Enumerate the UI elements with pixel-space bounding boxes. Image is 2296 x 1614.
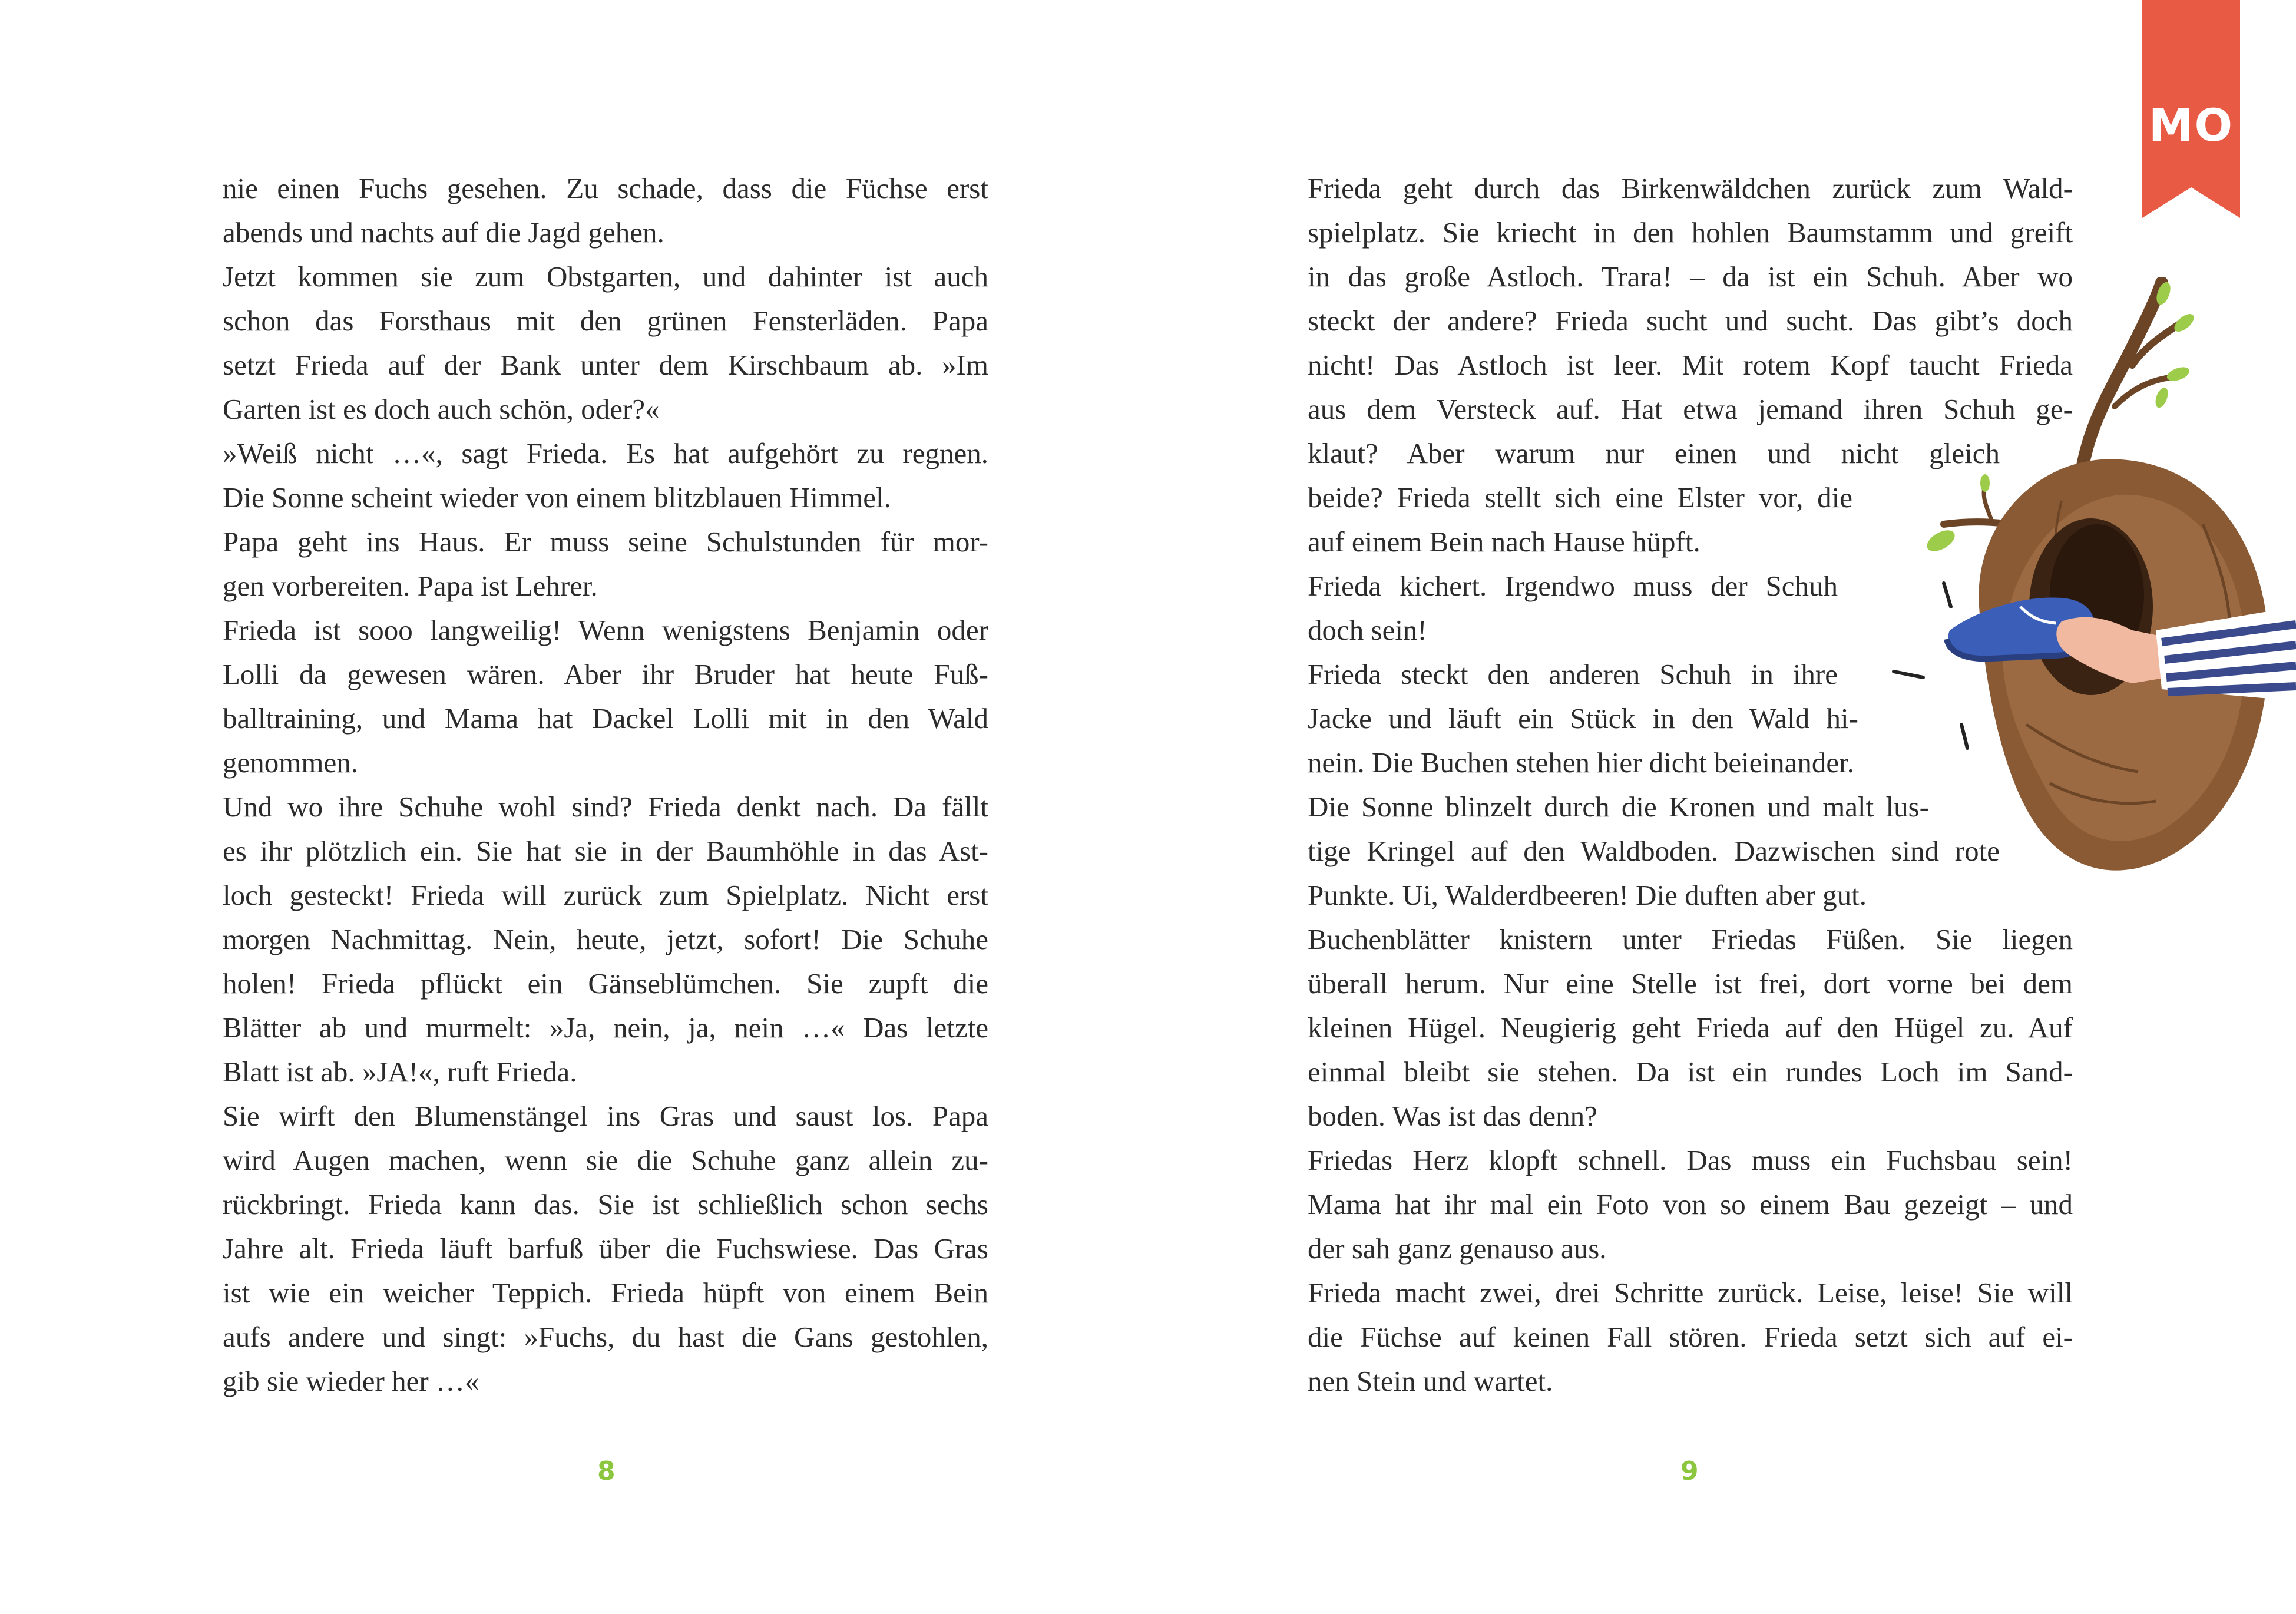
text-line: Buchenblätter knistern unter Friedas Füßen. Sie liegen: [1308, 923, 2073, 955]
text-line: Punkte. Ui, Walderdbeeren! Die duften aber gut.: [1308, 879, 1867, 911]
text-line: Blatt ist ab. »JA!«, ruft Frieda.: [223, 1056, 577, 1088]
text-line: es ihr plötzlich ein. Sie hat sie in der Baumhöhle in das Ast-: [223, 835, 988, 867]
text-line: gib sie wieder her …«: [223, 1365, 479, 1397]
text-line: Papa geht ins Haus. Er muss seine Schulstunden für mor-: [223, 525, 988, 558]
text-line: balltraining, und Mama hat Dackel Lolli mit in den Wald: [223, 702, 988, 735]
text-line: Lolli da gewesen wären. Aber ihr Bruder hat heute Fuß-: [223, 658, 988, 690]
text-line: in das große Astloch. Trara! – da ist ein Schuh. Aber wo: [1308, 260, 2073, 293]
text-line: beide? Frieda stellt sich eine Elster vor, die: [1308, 481, 1852, 514]
text-line: holen! Frieda pflückt ein Gänseblümchen. Sie zupft die: [223, 967, 988, 1000]
text-line: Mama hat ihr mal ein Foto von so einem Bau gezeigt – und: [1308, 1188, 2073, 1221]
text-line: loch gesteckt! Frieda will zurück zum Spielplatz. Nicht erst: [223, 879, 988, 911]
text-line: Jahre alt. Frieda läuft barfuß über die Fuchswiese. Das Gras: [223, 1232, 988, 1265]
text-line: Und wo ihre Schuhe wohl sind? Frieda denkt nach. Da fällt: [223, 791, 988, 823]
text-line: Jetzt kommen sie zum Obstgarten, und dahinter ist auch: [223, 260, 988, 293]
text-line: doch sein!: [1308, 614, 1427, 646]
text-line: Blätter ab und murmelt: »Ja, nein, ja, nein …« Das letzte: [223, 1011, 988, 1044]
text-line: Die Sonne scheint wieder von einem blitzblauen Himmel.: [223, 481, 891, 514]
text-line: setzt Frieda auf der Bank unter dem Kirschbaum ab. »Im: [223, 349, 988, 381]
text-line: Garten ist es doch auch schön, oder?«: [223, 393, 660, 425]
text-line: Die Sonne blinzelt durch die Kronen und malt lus-: [1308, 791, 1929, 823]
text-line: der sah ganz genauso aus.: [1308, 1232, 1607, 1265]
text-line: genommen.: [223, 746, 358, 779]
text-line: Frieda macht zwei, drei Schritte zurück. Leise, leise! Sie will: [1308, 1276, 2073, 1309]
text-line: einmal bleibt sie stehen. Da ist ein rundes Loch im Sand-: [1308, 1056, 2073, 1088]
text-line: morgen Nachmittag. Nein, heute, jetzt, sofort! Die Schuhe: [223, 923, 988, 955]
text-line: Frieda steckt den anderen Schuh in ihre: [1308, 658, 1838, 690]
text-line: die Füchse auf keinen Fall stören. Frieda setzt sich auf ei-: [1308, 1321, 2073, 1353]
page-number-left: 8: [597, 1456, 616, 1486]
text-line: Frieda geht durch das Birkenwäldchen zurück zum Wald-: [1308, 172, 2073, 204]
text-line: klaut? Aber warum nur einen und nicht gleich: [1308, 437, 2000, 469]
text-line: boden. Was ist das denn?: [1308, 1100, 1597, 1132]
text-line: wird Augen machen, wenn sie die Schuhe ganz allein zu-: [223, 1144, 988, 1176]
text-line: Jacke und läuft ein Stück in den Wald hi-: [1308, 702, 1858, 735]
text-line: nen Stein und wartet.: [1308, 1365, 1553, 1397]
text-line: steckt der andere? Frieda sucht und sucht. Das gibt’s doch: [1308, 305, 2073, 337]
text-line: schon das Forsthaus mit den grünen Fensterläden. Papa: [223, 305, 988, 337]
text-line: Friedas Herz klopft schnell. Das muss ein Fuchsbau sein!: [1308, 1144, 2073, 1176]
text-line: nein. Die Buchen stehen hier dicht beieinander.: [1308, 746, 1854, 779]
text-line: Frieda kichert. Irgendwo muss der Schuh: [1308, 570, 1838, 602]
left-page-text: [223, 166, 988, 1403]
text-line: abends und nachts auf die Jagd gehen.: [223, 216, 664, 249]
text-line: nie einen Fuchs gesehen. Zu schade, dass die Füchse erst: [223, 172, 988, 204]
text-line: kleinen Hügel. Neugierig geht Frieda auf den Hügel zu. Auf: [1308, 1011, 2073, 1044]
text-line: Frieda ist sooo langweilig! Wenn wenigstens Benjamin oder: [223, 614, 988, 646]
text-line: Sie wirft den Blumenstängel ins Gras und saust los. Papa: [223, 1100, 988, 1132]
text-line: »Weiß nicht …«, sagt Frieda. Es hat aufgehört zu regnen.: [223, 437, 988, 469]
text-line: ist wie ein weicher Teppich. Frieda hüpft von einem Bein: [223, 1276, 988, 1309]
text-line: nicht! Das Astloch ist leer. Mit rotem Kopf taucht Frieda: [1308, 349, 2073, 381]
text-line: aufs andere und singt: »Fuchs, du hast die Gans gestohlen,: [223, 1321, 988, 1353]
page-number-right: 9: [1680, 1456, 1699, 1486]
text-line: auf einem Bein nach Hause hüpft.: [1308, 525, 1701, 558]
text-line: gen vorbereiten. Papa ist Lehrer.: [223, 570, 598, 602]
text-line: tige Kringel auf den Waldboden. Dazwischen sind rote: [1308, 835, 2000, 867]
text-line: aus dem Versteck auf. Hat etwa jemand ihren Schuh ge-: [1308, 393, 2073, 425]
text-line: spielplatz. Sie kriecht in den hohlen Baumstamm und greift: [1308, 216, 2073, 249]
bookmark-label: MO: [2148, 99, 2234, 151]
text-line: überall herum. Nur eine Stelle ist frei, dort vorne bei dem: [1308, 967, 2073, 1000]
tree-hollow-with-shoe-icon: [1885, 277, 2296, 889]
text-line: rückbringt. Frieda kann das. Sie ist schließlich schon sechs: [223, 1188, 988, 1221]
